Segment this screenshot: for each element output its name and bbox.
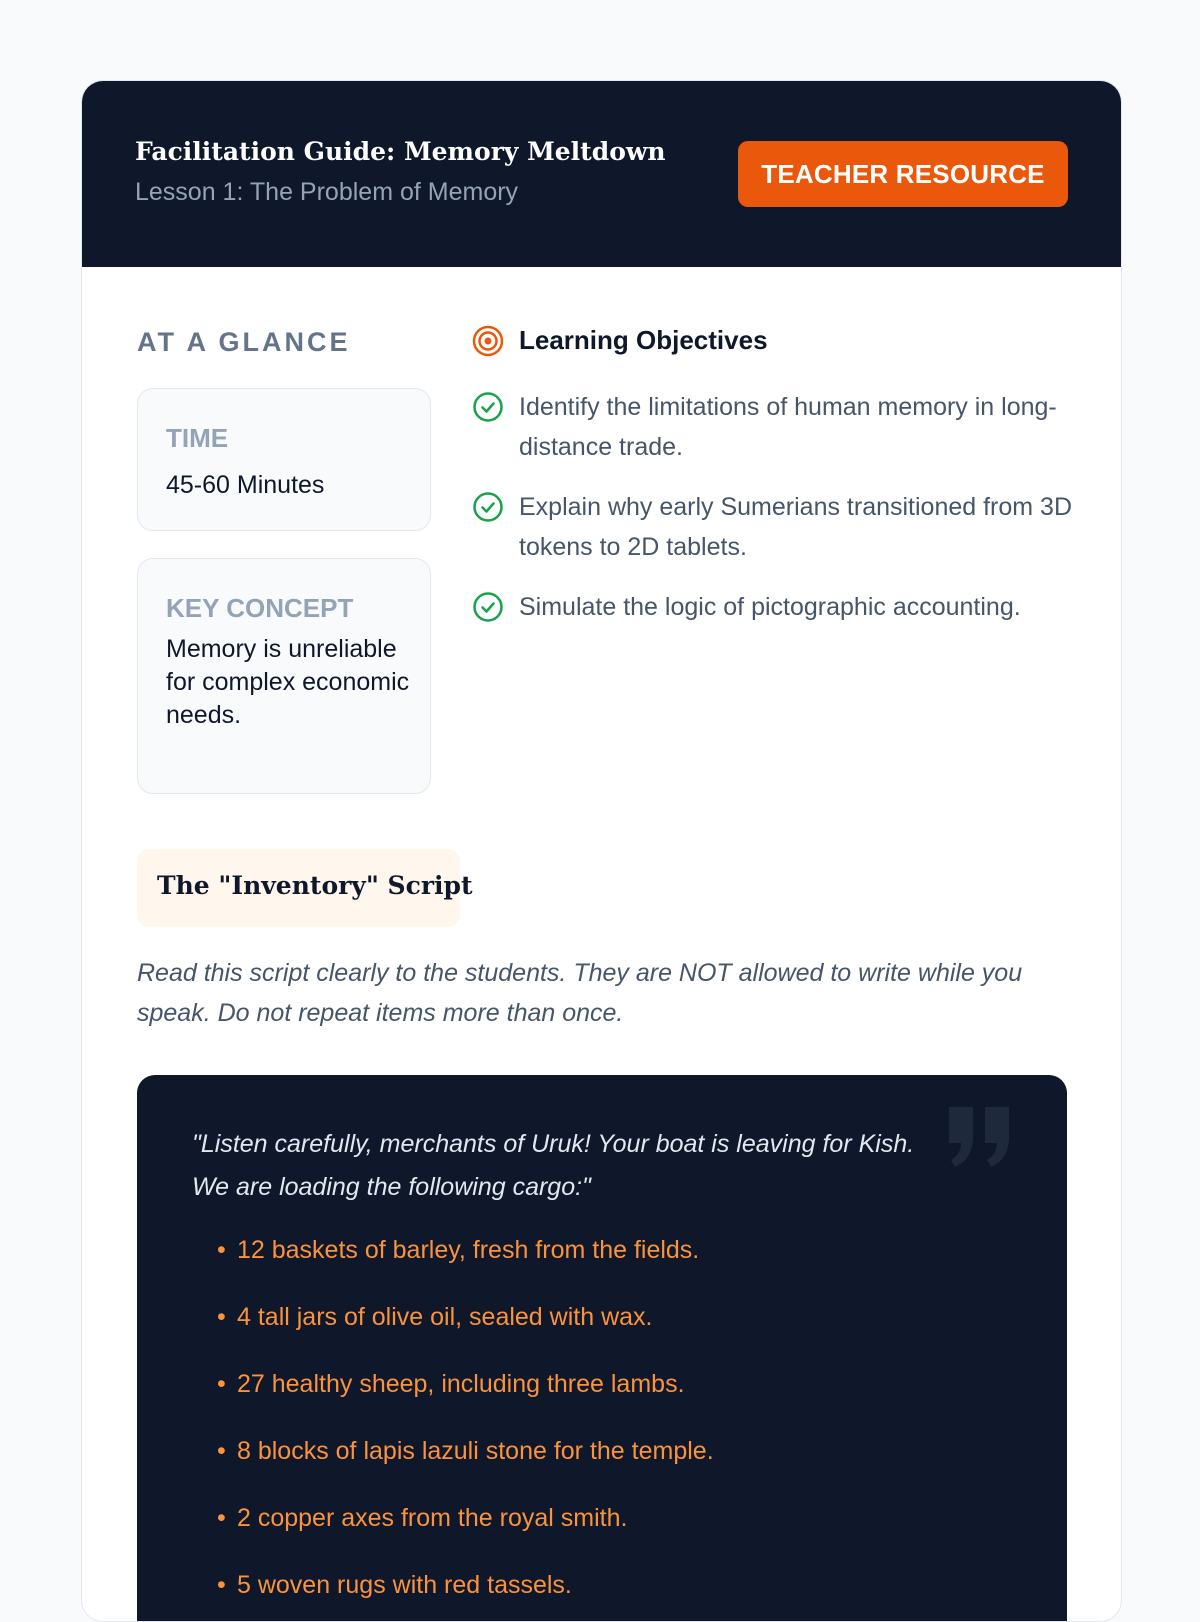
cargo-text: 12 baskets of barley, fresh from the fields.: [237, 1236, 700, 1264]
check-circle-icon: [472, 491, 504, 523]
bullet-icon: •: [217, 1437, 226, 1465]
bullet-icon: •: [217, 1571, 226, 1599]
quote-icon: [945, 1103, 1017, 1175]
cargo-text: 5 woven rugs with red tassels.: [237, 1571, 572, 1599]
key-concept-label: KEY CONCEPT: [166, 593, 354, 623]
check-circle-icon: [472, 391, 504, 423]
facilitation-guide-card: [81, 80, 1122, 1622]
objective-text: Explain why early Sumerians transitioned from 3D tokens to 2D tablets.: [519, 493, 1073, 561]
cargo-text: 8 blocks of lapis lazuli stone for the temple.: [237, 1437, 714, 1465]
cargo-list: [217, 1235, 714, 1622]
bullet-icon: •: [217, 1370, 226, 1398]
objective-item: [472, 387, 1072, 467]
cargo-item: [217, 1436, 714, 1503]
time-value: 45-60 Minutes: [166, 471, 325, 499]
target-icon: [472, 325, 504, 357]
bullet-icon: •: [217, 1303, 226, 1331]
cargo-item: [217, 1369, 714, 1436]
script-quote: "Listen carefully, merchants of Uruk! Your boat is leaving for Kish. We are loading the following cargo:": [192, 1130, 915, 1201]
guide-header: [82, 81, 1121, 267]
key-concept-box: [137, 558, 431, 794]
bullet-icon: •: [217, 1504, 226, 1532]
objective-item: [472, 587, 1072, 627]
at-a-glance-heading: AT A GLANCE: [137, 327, 351, 357]
script-instructions: Read this script clearly to the students. They are NOT allowed to write while you speak. Do not repeat items more than once.: [137, 959, 1023, 1027]
objective-text: Identify the limitations of human memory in long-distance trade.: [519, 393, 1057, 461]
time-info-box: [137, 388, 431, 531]
bullet-icon: •: [217, 1236, 226, 1264]
script-box: [137, 1075, 1067, 1622]
key-concept-value: Memory is unreliable for complex economic needs.: [166, 635, 410, 729]
check-circle-icon: [472, 591, 504, 623]
cargo-text: 27 healthy sheep, including three lambs.: [237, 1370, 685, 1398]
inventory-script-label: The "Inventory" Script: [157, 871, 473, 900]
objective-text: Simulate the logic of pictographic accounting.: [519, 593, 1021, 621]
cargo-text: 2 copper axes from the royal smith.: [237, 1504, 628, 1532]
cargo-item: [217, 1503, 714, 1570]
learning-objectives-list: [472, 387, 1072, 647]
lesson-subtitle: Lesson 1: The Problem of Memory: [135, 178, 519, 206]
inventory-script-tab[interactable]: [137, 849, 473, 927]
cargo-item: [217, 1302, 714, 1369]
guide-title: Facilitation Guide: Memory Meltdown: [135, 137, 666, 166]
cargo-item: [217, 1235, 714, 1302]
learning-objectives-heading: Learning Objectives: [519, 325, 768, 355]
teacher-resource-button[interactable]: TEACHER RESOURCE: [738, 141, 1068, 207]
cargo-item: [217, 1570, 714, 1622]
cargo-text: 4 tall jars of olive oil, sealed with wax.: [237, 1303, 653, 1331]
time-label: TIME: [166, 423, 229, 453]
objective-item: [472, 487, 1072, 567]
